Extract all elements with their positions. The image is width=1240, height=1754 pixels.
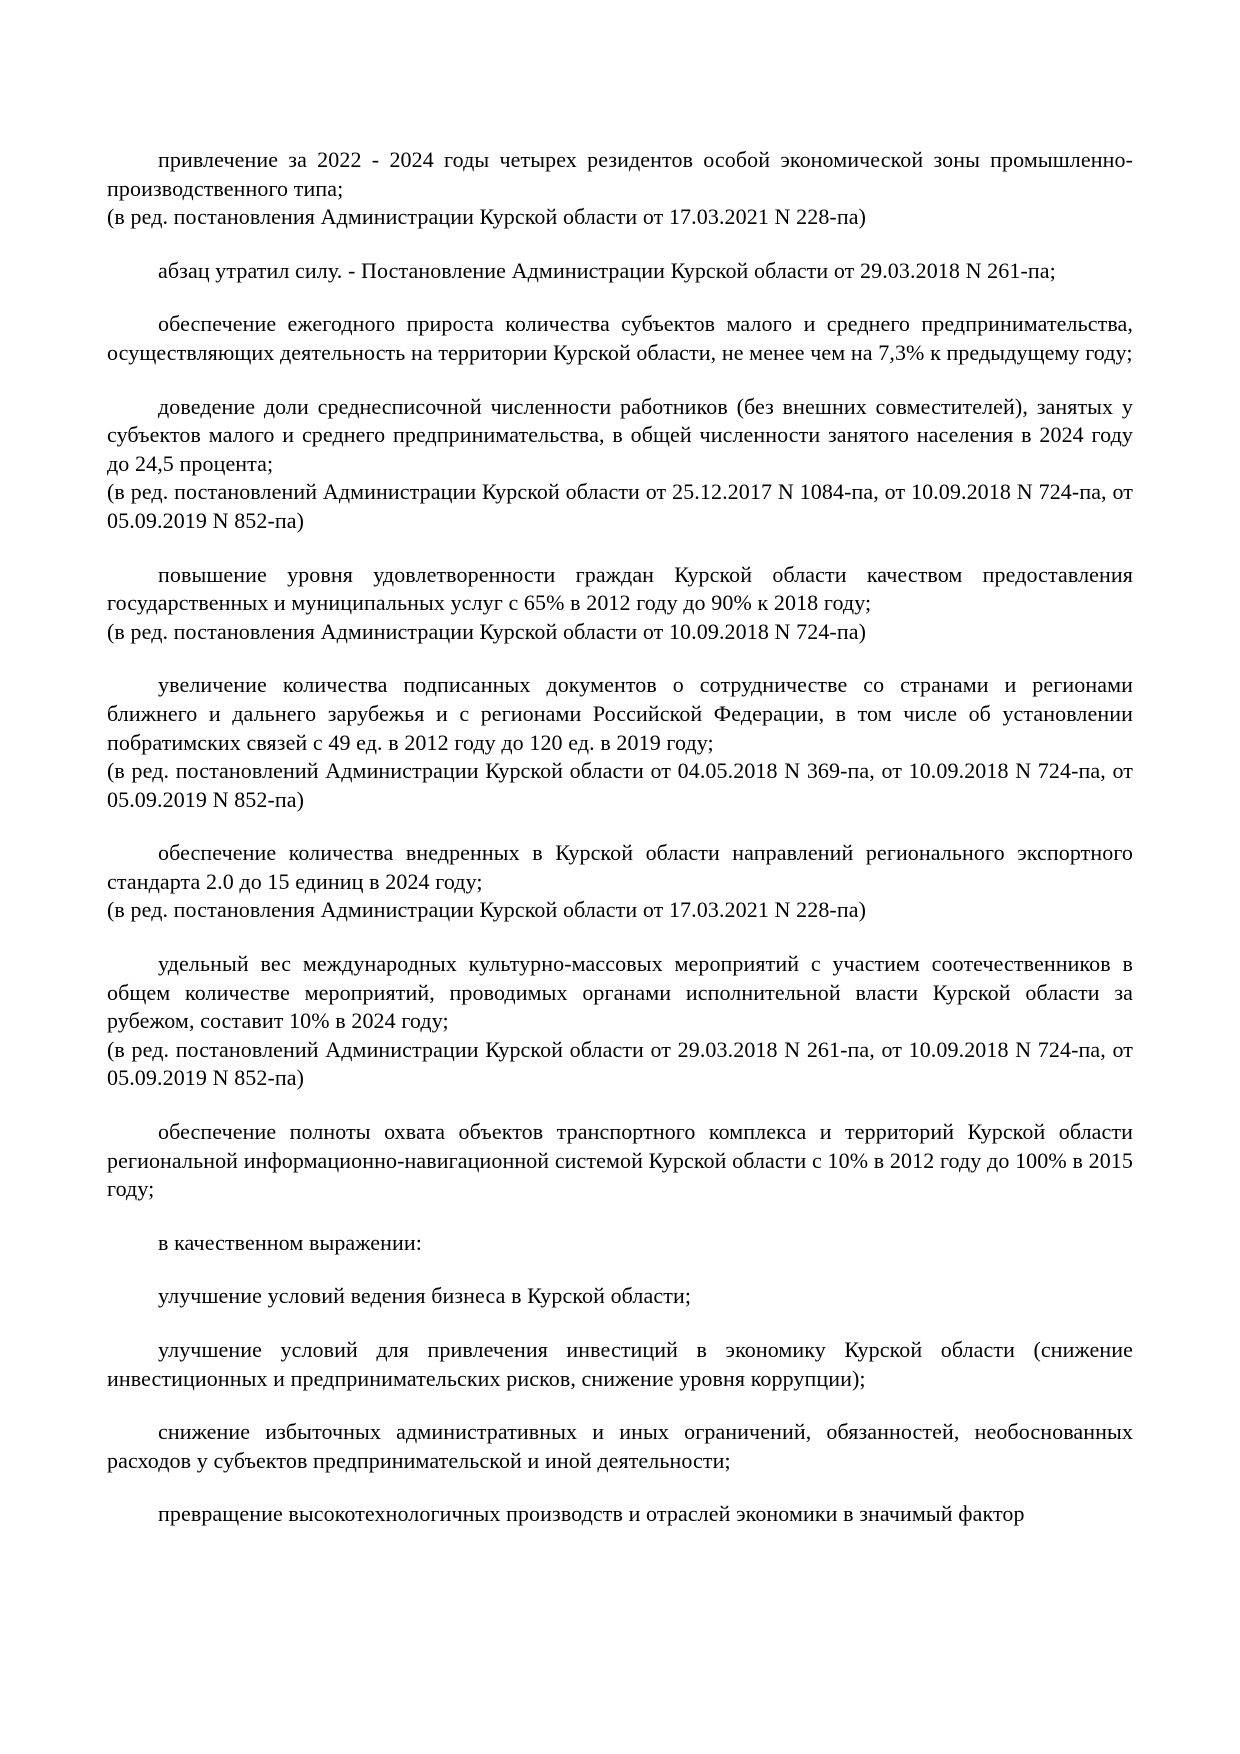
amendment-note: (в ред. постановлений Администрации Курской области от 29.03.2018 N 261-па, от 10.09.2018 N 724-па, от 05.09.2019 N 852-па) <box>107 1036 1133 1091</box>
paragraph: обеспечение полноты охвата объектов транспортного комплекса и территорий Курской области региональной информационно-навигационной системой Курской области с 10% в 2012 году до 100% в 2015 году; <box>107 1119 1133 1202</box>
paragraph: в качественном выражении: <box>158 1229 422 1255</box>
paragraph: улучшение условий для привлечения инвестиций в экономику Курской области (снижение инвестиционных и предпринимательских рисков, снижение уровня коррупции); <box>107 1337 1133 1391</box>
amendment-note: (в ред. постановления Администрации Курской области от 10.09.2018 N 724-па) <box>107 618 867 644</box>
paragraph: повышение уровня удовлетворенности граждан Курской области качеством предоставления государственных и муниципальных услуг с 65% в 2012 году до 90% к 2018 году; <box>107 561 1133 616</box>
amendment-note: (в ред. постановлений Администрации Курской области от 25.12.2017 N 1084-па, от 10.09.2018 N 724-па, от 05.09.2019 N 852-па) <box>107 479 1133 533</box>
document-body <box>107 146 1133 1529</box>
paragraph: снижение избыточных административных и иных ограничений, обязанностей, необоснованных расходов у субъектов предпринимательской и иной деятельности; <box>107 1419 1133 1473</box>
amendment-note: (в ред. постановления Администрации Курской области от 17.03.2021 N 228-па) <box>107 204 867 230</box>
paragraph: доведение доли среднесписочной численности работников (без внешних совместителей), занятых у субъектов малого и среднего предпринимательства, в общей численности занятого населения в 2024 году до 24,5 процента; <box>107 393 1133 476</box>
paragraph: улучшение условий ведения бизнеса в Курской области; <box>158 1283 692 1309</box>
amendment-note: (в ред. постановлений Администрации Курской области от 04.05.2018 N 369-па, от 10.09.2018 N 724-па, от 05.09.2019 N 852-па) <box>107 758 1133 812</box>
paragraph: абзац утратил силу. - Постановление Администрации Курской области от 29.03.2018 N 261-па; <box>158 257 1056 283</box>
paragraph: привлечение за 2022 - 2024 годы четырех резидентов особой экономической зоны промышленно-производственного типа; <box>107 147 1133 201</box>
amendment-note: (в ред. постановления Администрации Курской области от 17.03.2021 N 228-па) <box>107 897 867 923</box>
paragraph: удельный вес международных культурно-массовых мероприятий с участием соотечественников в общем количестве мероприятий, проводимых органами исполнительной власти Курской области за рубежом, составит 10% в 2024 году; <box>107 951 1133 1034</box>
paragraph: обеспечение ежегодного прироста количества субъектов малого и среднего предпринимательства, осуществляющих деятельность на территории Курской области, не менее чем на 7,3% к предыдущему году; <box>107 311 1133 365</box>
paragraph: увеличение количества подписанных документов о сотрудничестве со странами и регионами ближнего и дальнего зарубежья и с регионами Российской Федерации, в том числе об установлении побратимских связей с 49 ед. в 2012 году до 120 ед. в 2019 году; <box>107 672 1133 755</box>
paragraph: превращение высокотехнологичных производств и отраслей экономики в значимый фактор <box>158 1501 1025 1527</box>
paragraph: обеспечение количества внедренных в Курской области направлений регионального экспортного стандарта 2.0 до 15 единиц в 2024 году; <box>107 840 1133 894</box>
